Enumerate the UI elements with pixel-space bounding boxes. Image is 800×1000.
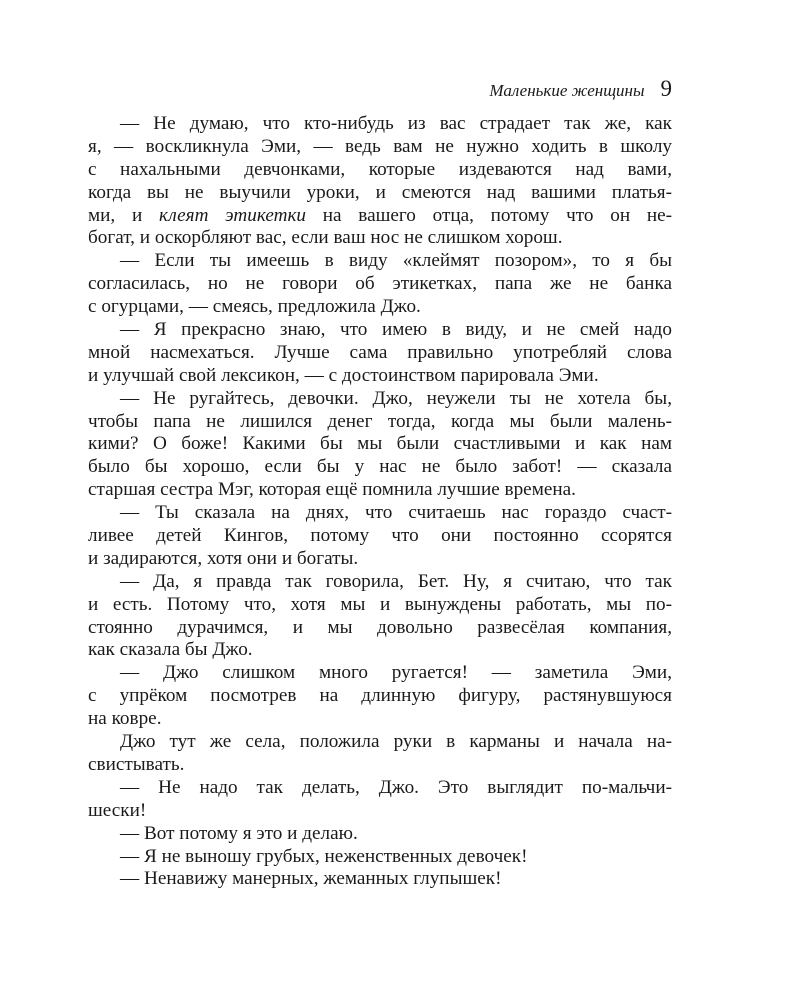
text-segment: с нахальными девчонками, которые издеваются над вами,	[88, 158, 672, 180]
text-segment: на вашего отца, потому что он не-	[306, 204, 672, 226]
text-line	[88, 456, 672, 479]
text-line	[88, 205, 672, 228]
text-line	[88, 136, 672, 159]
text-segment: чтобы папа не лишился денег тогда, когда мы были малень-	[88, 410, 672, 432]
text-line	[88, 319, 672, 342]
text-line	[88, 159, 672, 182]
text-line	[88, 227, 672, 250]
text-segment: и улучшай свой лексикон, — с достоинством парировала Эми.	[88, 364, 599, 386]
text-line	[88, 479, 672, 502]
text-segment: — Я прекрасно знаю, что имею в виду, и не смей надо	[120, 319, 672, 341]
text-segment: я, — воскликнула Эми, — ведь вам не нужно ходить в школу	[88, 135, 672, 157]
text-segment: стоянно дурачимся, и мы довольно развесёлая компания,	[88, 616, 672, 638]
text-segment: — Вот потому я это и делаю.	[120, 822, 358, 844]
text-line	[88, 250, 672, 273]
text-line	[88, 777, 672, 800]
text-segment: свистывать.	[88, 753, 185, 775]
running-title: Маленькие женщины	[489, 81, 645, 100]
text-line	[88, 639, 672, 662]
text-line	[88, 342, 672, 365]
text-line	[88, 296, 672, 319]
text-segment: ливее детей Кингов, потому что они постоянно ссорятся	[88, 525, 672, 547]
text-segment: — Ты сказала на днях, что считаешь нас гораздо счаст-	[120, 502, 672, 524]
text-segment: шески!	[88, 799, 147, 821]
text-segment: ми, и	[88, 204, 159, 226]
text-line	[88, 754, 672, 777]
text-segment: согласилась, но не говори об этикетках, папа же не банка	[88, 273, 672, 295]
text-line	[88, 823, 672, 846]
text-segment: на ковре.	[88, 708, 162, 730]
text-segment: кими? О боже! Какими бы мы были счастливыми и как нам	[88, 433, 672, 455]
text-line	[88, 433, 672, 456]
text-line	[88, 617, 672, 640]
text-line	[88, 273, 672, 296]
text-segment: — Да, я правда так говорила, Бет. Ну, я считаю, что так	[120, 570, 672, 592]
text-segment: — Я не выношу грубых, неженственных девочек!	[120, 845, 528, 867]
text-line	[88, 113, 672, 136]
text-segment: и задираются, хотя они и богаты.	[88, 547, 359, 569]
text-segment: и есть. Потому что, хотя мы и вынуждены работать, мы по-	[88, 593, 672, 615]
text-segment: с упрёком посмотрев на длинную фигуру, растянувшуюся	[88, 685, 672, 707]
text-segment: как сказала бы Джо.	[88, 639, 253, 661]
text-line	[88, 846, 672, 869]
text-segment: когда вы не выучили уроки, и смеются над вашими платья-	[88, 181, 672, 203]
body-text	[88, 113, 672, 891]
text-segment: — Не думаю, что кто-нибудь из вас страдает так же, как	[120, 113, 672, 134]
page-number: 9	[660, 76, 672, 101]
text-segment: — Не ругайтесь, девочки. Джо, неужели ты не хотела бы,	[120, 387, 672, 409]
text-line	[88, 571, 672, 594]
text-segment: с огурцами, — смеясь, предложила Джо.	[88, 296, 421, 318]
text-line	[88, 800, 672, 823]
text-line	[88, 525, 672, 548]
text-line	[88, 731, 672, 754]
text-segment: — Если ты имеешь в виду «клеймят позором», то я бы	[120, 250, 672, 272]
text-segment: — Не надо так делать, Джо. Это выглядит по-мальчи-	[120, 776, 672, 798]
text-segment: старшая сестра Мэг, которая ещё помнила лучшие времена.	[88, 479, 576, 501]
text-segment: было бы хорошо, если бы у нас не было забот! — сказала	[88, 456, 672, 478]
text-segment: мной насмехаться. Лучше сама правильно употребляй слова	[88, 341, 672, 363]
text-line	[88, 548, 672, 571]
text-segment: — Ненавижу манерных, жеманных глупышек!	[120, 868, 502, 890]
italic-text: клеят этикетки	[158, 204, 307, 226]
text-segment: богат, и оскорбляют вас, если ваш нос не слишком хорош.	[88, 227, 563, 249]
text-line	[88, 502, 672, 525]
text-line	[88, 365, 672, 388]
text-line	[88, 868, 672, 891]
text-line	[88, 182, 672, 205]
page-header	[489, 76, 672, 102]
text-segment: Джо тут же села, положила руки в карманы и начала на-	[120, 731, 672, 753]
text-segment: — Джо слишком много ругается! — заметила Эми,	[120, 662, 672, 684]
text-line	[88, 662, 672, 685]
text-line	[88, 388, 672, 411]
text-line	[88, 411, 672, 434]
text-line	[88, 685, 672, 708]
text-line	[88, 594, 672, 617]
text-line	[88, 708, 672, 731]
